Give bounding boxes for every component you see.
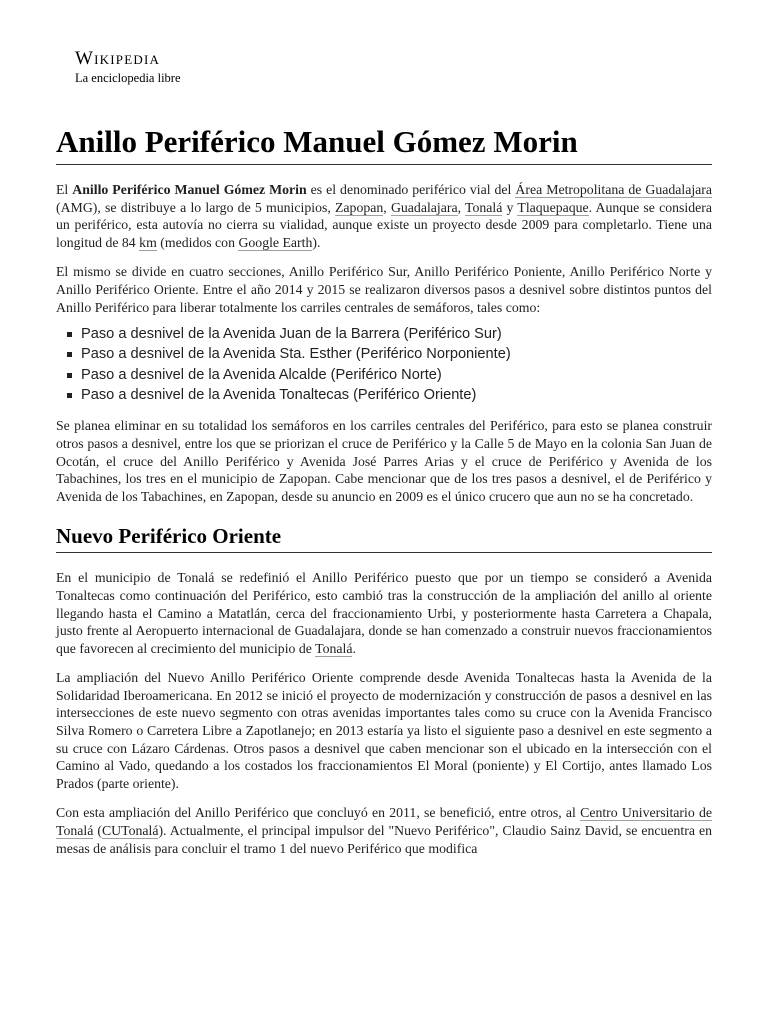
section-heading: Nuevo Periférico Oriente <box>56 523 712 553</box>
link-area-metropolitana[interactable]: Área Metropolitana de Guadalajara <box>515 182 712 197</box>
article-content <box>56 122 712 857</box>
sections-paragraph: El mismo se divide en cuatro secciones, Anillo Periférico Sur, Anillo Periférico Poniente, Anillo Periférico Norte y Anillo Periférico Oriente. Entre el año 2014 y 2015 se realizaron diversos pasos a desnivel sobre distintos puntos del Anillo Periférico para liberar totalmente los carriles centrales de semáforos, tales como: <box>56 264 712 315</box>
link-km[interactable]: km <box>139 234 157 250</box>
overpass-list <box>56 324 712 405</box>
university-paragraph: Con esta ampliación del Anillo Periférico que concluyó en 2011, se benefició, entre otros, al Centro Universitario de Tonalá (CUTonalá). Actualmente, el principal impulsor del "Nuevo Periférico", Claudio Sainz David, se encuentra en mesas de análisis para concluir el tramo 1 del nuevo Periférico que modifica <box>56 805 712 856</box>
tonala-paragraph: En el municipio de Tonalá se redefinió el Anillo Periférico puesto que por un tiempo se consideró a Avenida Tonaltecas como continuación del Periférico, esto cambió tras la construcción de la ampliación del anillo al oriente llegando hasta el Camino a Matatlán, cerca del fraccionamiento Urbi, y posteriormente hasta Carretera a Chapala, justo frente al Aeropuerto internacional de Guadalajara, donde se han comenzado a construir nuevos fraccionamientos que favorecen al crecimiento del municipio de Tonalá. <box>56 570 712 656</box>
brand-tagline: La enciclopedia libre <box>75 71 181 85</box>
list-item: Paso a desnivel de la Avenida Juan de la Barrera (Periférico Sur) <box>81 324 712 344</box>
link-cutonala[interactable]: CUTonalá <box>101 823 159 839</box>
brand-name: Wikipedia <box>75 48 161 69</box>
wikipedia-logo[interactable] <box>75 49 181 86</box>
link-tonala[interactable]: Tonalá <box>464 199 503 215</box>
expansion-paragraph: La ampliación del Nuevo Anillo Periférico Oriente comprende desde Avenida Tonaltecas hasta la Avenida de la Solidaridad Iberoamericana. En 2012 se inició el proyecto de modernización y construcción de pasos a desnivel en las intersecciones de este nuevo segmento con otras avenidas importantes tales como su cruce con la Avenida Francisco Silva Romero o Carretera Libre a Zapotlanejo; en 2013 estaría ya listo el siguiente paso a desnivel en este segmento a su cruce con Lázaro Cárdenas. Otros pasos a desnivel que caben mencionar son el ubicado en la intersección con el Camino al Vado, quedando a los costados los fraccionamientos El Moral (poniente) y El Cortijo, antes llamado Los Prados (parte oriente). <box>56 670 712 791</box>
link-tonala[interactable]: Tonalá <box>315 640 353 656</box>
plans-paragraph: Se planea eliminar en su totalidad los semáforos en los carriles centrales del Periférico, para esto se planea construir otros pasos a desnivel, entre los que se priorizan el cruce de Periférico y la Calle 5 de Mayo en la colonia San Juan de Ocotán, el cruce del Anillo Periférico y Avenida José Parres Arias y el cruce de Periférico y Avenida de los Tabachines, los tres en el municipio de Zapopan. Cabe mencionar que de los tres pasos a desnivel, el de Periférico y Avenida de los Tabachines, en Zapopan, desde su anuncio en 2009 es el único crucero que aun no se ha concretado. <box>56 418 712 504</box>
list-item: Paso a desnivel de la Avenida Tonaltecas (Periférico Oriente) <box>81 385 712 405</box>
link-tlaquepaque[interactable]: Tlaquepaque <box>517 199 589 215</box>
link-google-earth[interactable]: Google Earth <box>238 234 313 250</box>
link-zapopan[interactable]: Zapopan <box>335 199 384 215</box>
page-title: Anillo Periférico Manuel Gómez Morin <box>56 122 712 165</box>
article-subject: Anillo Periférico Manuel Gómez Morin <box>72 182 307 197</box>
intro-paragraph: El Anillo Periférico Manuel Gómez Morin es el denominado periférico vial del Área Metropolitana de Guadalajara (AMG), se distribuye a lo largo de 5 municipios, Zapopan, Guadalajara, Tonalá y Tlaquepaque. Aunque se considera un periférico, esta autovía no cierra su vialidad, aunque existe un proyecto desde 2009 para completarlo. Tiene una longitud de 84 km (medidos con Google Earth). <box>56 182 712 250</box>
list-item: Paso a desnivel de la Avenida Sta. Esther (Periférico Norponiente) <box>81 344 712 364</box>
link-centro-universitario[interactable]: Centro Universitario de Tonalá <box>56 805 712 839</box>
list-item: Paso a desnivel de la Avenida Alcalde (Periférico Norte) <box>81 365 712 385</box>
link-guadalajara[interactable]: Guadalajara <box>390 199 458 215</box>
